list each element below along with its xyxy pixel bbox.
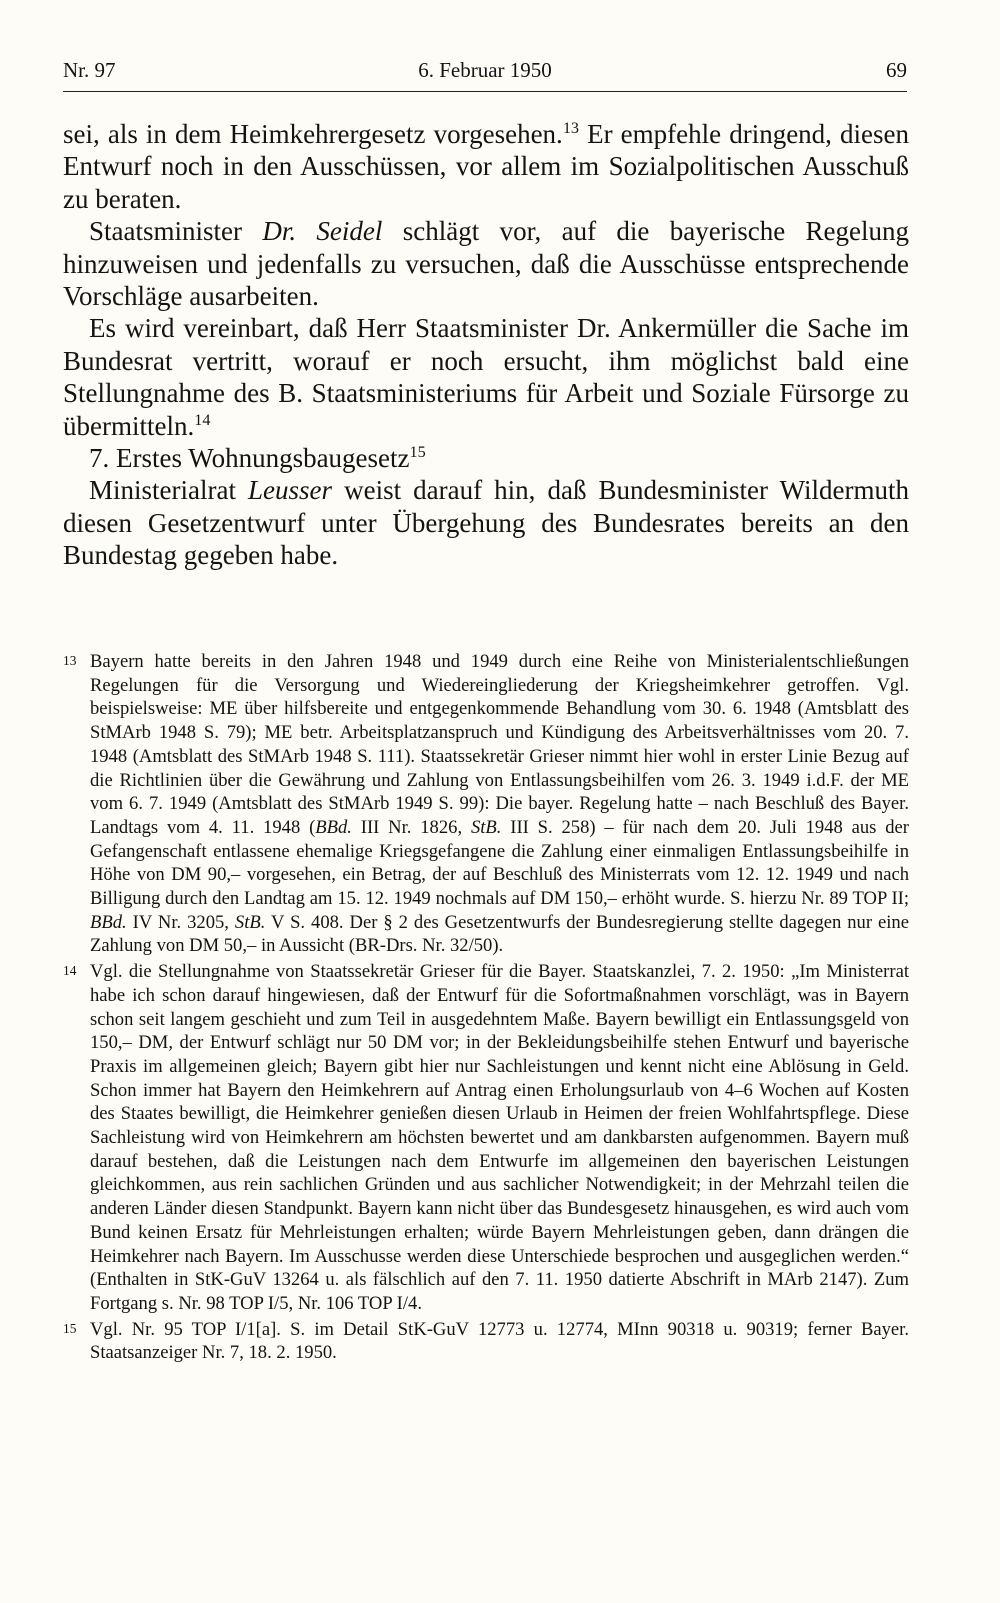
paragraph-text: Ministerialrat xyxy=(89,475,249,506)
footnote-text: Bayern hatte bereits in den Jahren 1948 und 1949 durch eine Reihe von Ministerialentschließungen Regelungen für die Versorgung und Wiedereingliederung der Kriegsheimkehrer getroffen. Vgl. beispielsweise: ME über hilfsbereite und entgegenkommende Behandlung vom 30. 6. 1948 (Amtsblatt des StMArb 1948 S. 79); ME betr. Arbeitsplatzanspruch und Kündigung des Arbeitsverhältnisses vom 20. 7. 1948 (Amtsblatt des StMArb 1948 S. 111). Staatssekretär Grieser nimmt hier wohl in erster Linie Bezug auf die Richtlinien über die Gewährung und Zahlung von Entlassungsbeihilfen vom 26. 3. 1949 i.d.F. der ME vom 6. 7. 1949 (Amtsblatt des StMArb 1949 S. 99): Die bayer. Regelung hatte – nach Beschluß des Bayer. Landtags vom 4. 11. 1948 (BBd. III Nr. 1826, StB. III S. 258) – für nach dem 20. Juli 1948 aus der Gefangenschaft entlassene ehemalige Kriegsgefangene die Zahlung einer einmaligen Entlassungsbeihilfe in Höhe von DM 90,– vorgesehen, ein Betrag, der auf Beschluß des Ministerrats vom 12. 12. 1949 und nach Billigung durch den Landtag am 15. 12. 1949 nochmals auf DM 150,– erhöht wurde. S. hierzu Nr. 89 TOP II; BBd. IV Nr. 3205, StB. V S. 408. Der § 2 des Gesetzentwurfs der Bundesregierung stellte dagegen nur eine Zahlung von DM 50,– in Aussicht (BR-Drs. Nr. 32/50). xyxy=(90,651,909,957)
footnote-ref-14: 14 xyxy=(194,410,211,429)
footnote-text: Vgl. Nr. 95 TOP I/1[a]. S. im Detail StK-GuV 12773 u. 12774, MInn 90318 u. 90319; ferner Bayer. Staatsanzeiger Nr. 7, 18. 2. 1950. xyxy=(90,1318,909,1364)
footnote-15 xyxy=(63,1318,909,1365)
footnote-ref-13: 13 xyxy=(562,119,579,137)
footnote-13 xyxy=(63,650,909,958)
footnote-number: 13 xyxy=(63,653,77,668)
paragraph-text: Es wird vereinbart, daß Herr Staatsminister Dr. Ankermüller die Sache im Bundesrat vertritt, worauf er noch ersucht, ihm möglichst bald eine Stellungnahme des B. Staatsministeriums für Arbeit und Soziale Fürsorge zu übermitteln. xyxy=(63,313,909,441)
paragraph-text: schlägt vor, auf die bayerische Regelung hinzuweisen und jedenfalls zu versuchen, daß die Ausschüsse entsprechende Vorschläge ausarbeiten. xyxy=(63,216,910,312)
footnote-14 xyxy=(63,960,909,1316)
agenda-item-7-heading xyxy=(63,442,909,474)
person-name: Dr. Seidel xyxy=(262,216,383,247)
person-name: Leusser xyxy=(248,475,333,506)
footnotes xyxy=(63,650,909,1367)
paragraph-2 xyxy=(63,215,909,312)
footnote-number: 14 xyxy=(63,963,77,979)
heading-text: 7. Erstes Wohnungsbaugesetz xyxy=(89,443,410,474)
main-text xyxy=(63,118,909,572)
paragraph-1 xyxy=(63,118,909,215)
header-date: 6. Februar 1950 xyxy=(418,58,552,82)
footnote-text: Vgl. die Stellungnahme von Staatssekretär Grieser für die Bayer. Staatskanzlei, 7. 2. 1950: „Im Ministerrat habe ich schon darauf hingewiesen, daß der Entwurf für die Sofortmaßnahmen vorschlägt, was in Bayern schon seit langem geschieht und zum Teil in ausgedehntem Maße. Bayern bewilligt ein Entlassungsgeld von 150,– DM, der Entwurf schlägt nur 50 DM vor; in der Bekleidungsbeihilfe stehen Entwurf und bayerische Praxis im allgemeinen gleich; Bayern gibt hier nur Sachleistungen und kennt nicht eine Ablösung in Geld. Schon immer hat Bayern den Heimkehrern auf Antrag einen Erholungsurlaub von 4–6 Wochen auf Kosten des Staates bewilligt, die Heimkehrer genießen diesen Urlaub in Heimen der freien Wohlfahrtspflege. Diese Sachleistung wird von Heimkehrern am höchsten bewertet und am dankbarsten aufgenommen. Bayern muß darauf bestehen, daß die Leistungen nach dem Entwurfe im allgemeinen den bayerischen Leistungen gleichkommen, aus rein sachlichen Gründen und aus sachlicher Notwendigkeit; in der Mehrzahl teilen die anderen Länder diesen Standpunkt. Bayern kann nicht über das Bundesgesetz hinausgehen, es wird auch vom Bund keinen Ersatz für Mehrleistungen erhalten; würde Bayern Mehrleistungen geben, dann drängen die Heimkehrer nach Bayern. Im Ausschusse werden diese Unterschiede besprochen und ausgeglichen werden.“ (Enthalten in StK-GuV 13264 u. als fälschlich auf den 7. 11. 1950 datierte Abschrift in MArb 2147). Zum Fortgang s. Nr. 98 TOP I/5, Nr. 106 TOP I/4. xyxy=(90,961,909,1314)
footnote-ref-15: 15 xyxy=(409,443,426,462)
paragraph-text: sei, als in dem Heimkehrergesetz vorgesehen. xyxy=(63,119,563,149)
running-header xyxy=(63,58,907,88)
paragraph-3 xyxy=(63,312,909,442)
paragraph-text: Er empfehle dringend, diesen Entwurf noch in den Ausschüssen, vor allem im Sozialpolitischen Ausschuß zu beraten. xyxy=(63,119,910,214)
footnote-number: 15 xyxy=(63,1320,77,1336)
paragraph-text: Staatsminister xyxy=(89,216,263,247)
paragraph-text: weist darauf hin, daß Bundesminister Wildermuth diesen Gesetzentwurf unter Übergehung des Bundesrates bereits an den Bundestag gegeben habe. xyxy=(63,475,909,571)
page-number: 69 xyxy=(886,58,907,82)
paragraph-4 xyxy=(63,474,909,571)
header-rule xyxy=(63,91,907,92)
document-number: Nr. 97 xyxy=(63,58,116,82)
